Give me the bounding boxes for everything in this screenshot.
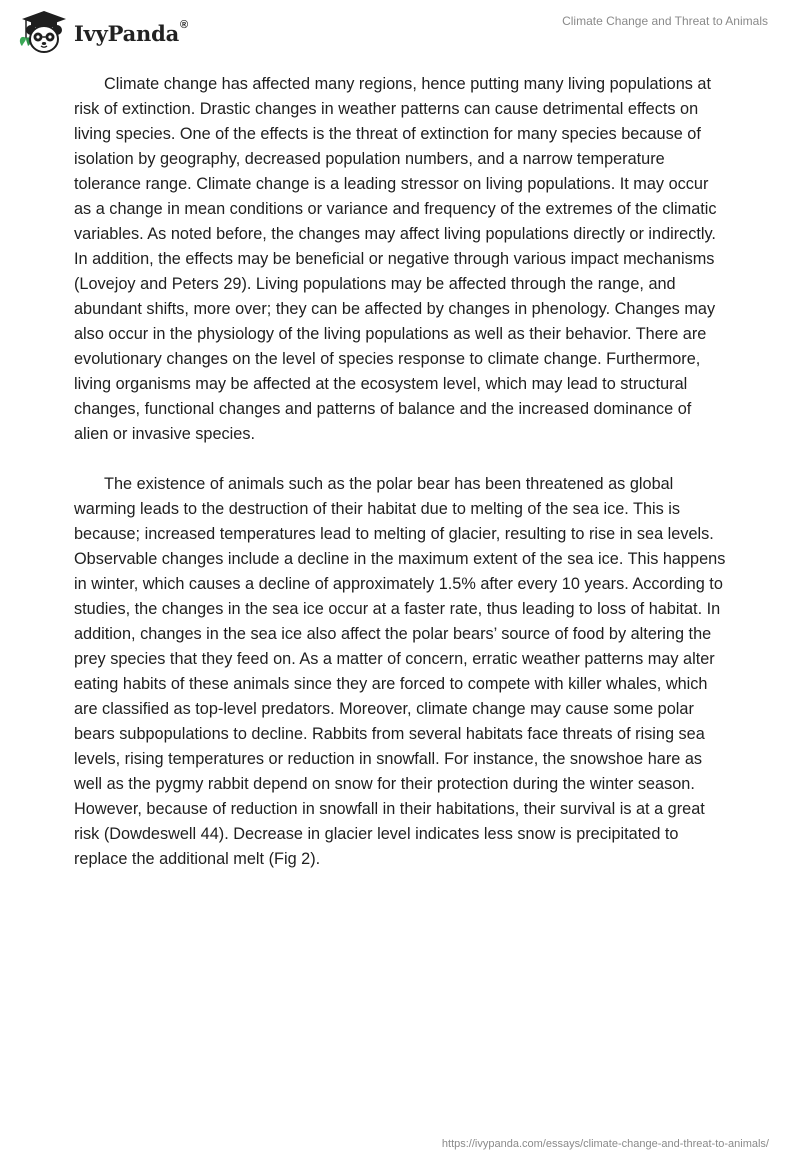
page-header xyxy=(0,0,800,62)
brand-name: IvyPanda® xyxy=(74,18,188,46)
paragraph-1: Climate change has affected many regions, hence putting many living populations at risk of extinction. Drastic changes in weather patterns can cause detrimental effects on living species. One of the effects is the threat of extinction for many species because of isolation by geography, decreased population numbers, and a narrow temperature tolerance range. Climate change is a leading stressor on living populations. It may occur as a change in mean conditions or variance and frequency of the extremes of the climatic variables. As noted before, the changes may affect living populations directly or indirectly. In addition, the effects may be beneficial or negative through various impact mechanisms (Lovejoy and Peters 29). Living populations may be affected through the range, and abundant shifts, more over; they can be affected by changes in phenology. Changes may also occur in the physiology of the living populations as well as their behavior. There are evolutionary changes on the level of species response to climate change. Furthermore, living organisms may be affected at the ecosystem level, which may lead to structural changes, functional changes and patterns of balance and the increased dominance of alien or invasive species. xyxy=(74,75,717,443)
registered-mark: ® xyxy=(180,18,188,31)
brand-logo[interactable] xyxy=(14,8,188,56)
essay-body xyxy=(74,72,728,897)
source-url[interactable]: https://ivypanda.com/essays/climate-change-and-threat-to-animals/ xyxy=(441,1138,769,1150)
document-title: Climate Change and Threat to Animals xyxy=(562,14,768,28)
paragraph-2: The existence of animals such as the polar bear has been threatened as global warming leads to the destruction of their habitat due to melting of the sea ice. This is because; increased temperatures lead to melting of glacier, resulting to rise in sea levels. Observable changes include a decline in the maximum extent of the sea ice. This happens in winter, which causes a decline of approximately 1.5% after every 10 years. According to studies, the changes in the sea ice occur at a faster rate, thus leading to loss of habitat. In addition, changes in the sea ice also affect the polar bears’ source of food by altering the prey species that they feed on. As a matter of concern, erratic weather patterns may alter eating habits of these animals since they are forced to compete with killer whales, which are classified as top-level predators. Moreover, climate change may cause some polar bears subpopulations to decline. Rabbits from several habitats face threats of rising sea levels, rising temperatures or reduction in snowfall. For instance, the snowshoe hare as well as the pygmy rabbit depend on snow for their protection during the winter season. However, because of reduction in snowfall in their habitations, their survival is at a great risk (Dowdeswell 44). Decrease in glacier level indicates less snow is precipitated to replace the additional melt (Fig 2). xyxy=(74,475,726,868)
panda-graduate-icon xyxy=(14,8,70,56)
